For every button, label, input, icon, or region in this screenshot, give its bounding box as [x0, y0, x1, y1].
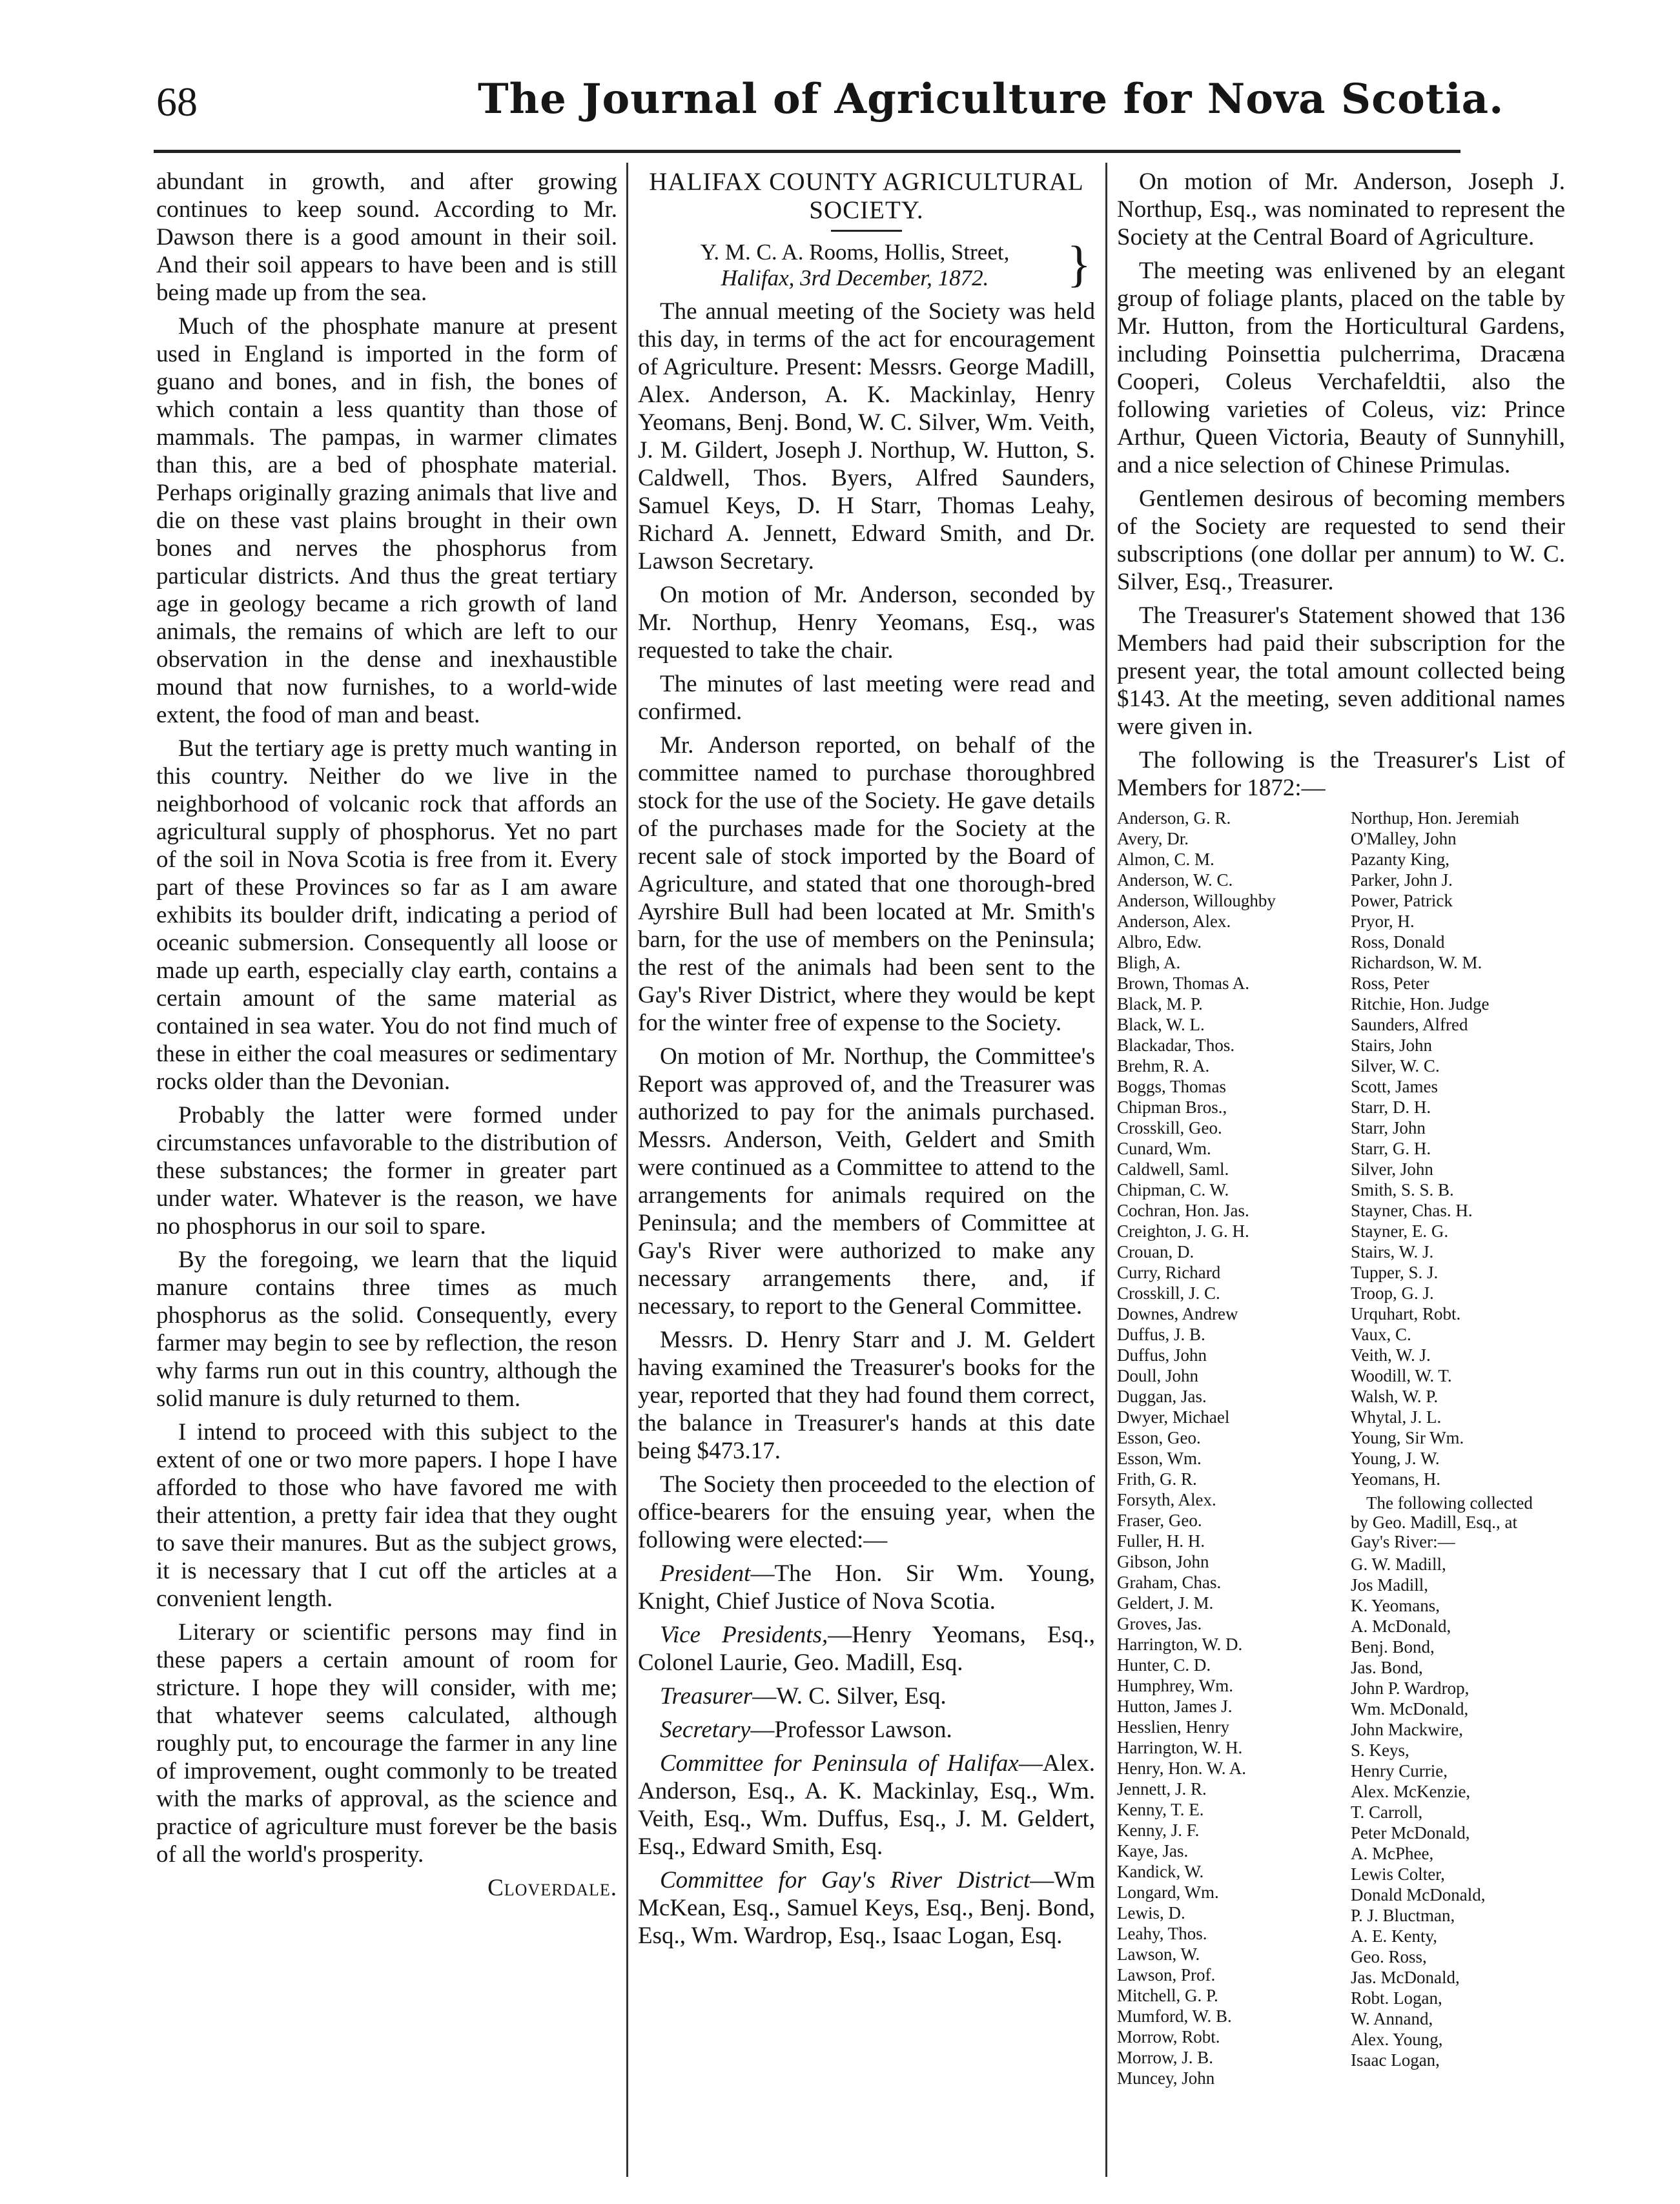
paragraph: Gentlemen desirous of becoming members of the Society are requested to send their subscriptions (one dollar per annum) to W. C. Silver, Esq., Treasurer.	[1117, 485, 1565, 595]
member-entry: Bligh, A.	[1117, 953, 1181, 972]
title-dash	[831, 230, 902, 232]
member-entry: Urquhart, Robt.	[1351, 1304, 1461, 1323]
dateline-date: Halifax, 3rd December, 1872.	[721, 265, 989, 291]
paragraph: The annual meeting of the Society was held this day, in terms of the act for encouragement of Agriculture. Present: Messrs. George Madill, Alex. Anderson, A. K. Mackinlay, Henry Yeomans, Benj. Bond, W. C. Silver, Wm. Veith, J. M. Gildert, Joseph J. Northup, W. Hutton, S. Caldwell, Thos. Byers, Alfred Saunders, Samuel Keys, D. H Starr, Thomas Leahy, Richard A. Jennett, Edward Smith, and Dr. Lawson Secretary.	[638, 298, 1095, 575]
member-entry: Anderson, G. R.	[1117, 808, 1231, 828]
member-entry: Harrington, W. D.	[1117, 1635, 1243, 1654]
member-entry: Jas. Bond,	[1351, 1658, 1423, 1677]
paragraph: But the tertiary age is pretty much wanting in this country. Neither do we live in the neighborhood of volcanic rock that affords an agricultural supply of phosphorus. Yet no part of the soil in Nova Scotia is free from it. Every part of these Provinces so far as I am aware exhibits its boulder drift, indicating a period of oceanic submersion. Consequently all loose or made up earth, especially clay earth, contains a certain amount of the same material as contained in sea water. You do not find much of these in either the coal measures or sedimentary rocks older than the Devonian.	[156, 735, 617, 1095]
member-entry: Creighton, J. G. H.	[1117, 1221, 1249, 1241]
member-entry: Longard, Wm.	[1117, 1883, 1219, 1902]
paragraph: The Treasurer's Statement showed that 136 Members had paid their subscription for the present year, the total amount collected being $143. At the meeting, seven additional names were given in.	[1117, 602, 1565, 740]
officer-text: —W. C. Silver, Esq.	[752, 1683, 947, 1709]
member-entry: Northup, Hon. Jeremiah	[1351, 808, 1519, 828]
members-list-right-a	[1351, 808, 1565, 1489]
paragraph: Much of the phosphate manure at present used in England is imported in the form of guano and bones, and in fish, the bones of which contain a less quantity than those of mammals. The pampas, in warmer climates than this, are a bed of phosphate material. Perhaps originally grazing animals that live and die on these vast plains brought in their own bones and nerves the phosphorus from particular districts. And thus the great tertiary age in geology became a rich growth of land animals, the remains of which are left to our observation in the dense and inexhaustible mound that now furnishes, to a world-wide extent, the food of man and beast.	[156, 313, 617, 728]
member-entry: Lewis, D.	[1117, 1903, 1185, 1923]
member-entry: Chipman Bros.,	[1117, 1097, 1227, 1117]
member-entry: Fuller, H. H.	[1117, 1531, 1205, 1551]
member-entry: Duffus, J. B.	[1117, 1325, 1205, 1344]
member-entry: Crouan, D.	[1117, 1242, 1194, 1261]
column-3-report-continued	[1117, 168, 1565, 2088]
member-entry: Starr, G. H.	[1351, 1139, 1431, 1158]
member-entry: Dwyer, Michael	[1117, 1407, 1230, 1427]
officer-text: —Alex. Anderson, Esq., A. K. Mackinlay, Esq., Wm. Veith, Esq., Wm. Duffus, Esq., J. M. Geldert, Esq., Edward Smith, Esq.	[638, 1750, 1095, 1860]
paragraph: By the foregoing, we learn that the liquid manure contains three times as much phosphorus as the solid. Consequently, every farmer may begin to see by reflection, the reson why farms run out in this country, although the solid manure is duly returned to them.	[156, 1247, 617, 1412]
member-entry: Anderson, Alex.	[1117, 912, 1231, 931]
member-entry: Ross, Donald	[1351, 932, 1445, 952]
member-entry: Doull, John	[1117, 1366, 1199, 1385]
note-line: by Geo. Madill, Esq., at	[1351, 1513, 1517, 1532]
member-entry: Richardson, W. M.	[1351, 953, 1482, 972]
member-entry: Curry, Richard	[1117, 1263, 1221, 1282]
member-entry: Boggs, Thomas	[1117, 1077, 1227, 1096]
members-list-left	[1117, 808, 1343, 2088]
officer-label: Committee for Peninsula of Halifax	[660, 1750, 1019, 1777]
member-entry: Gibson, John	[1117, 1552, 1209, 1571]
member-entry: Ross, Peter	[1351, 974, 1429, 993]
dateline	[638, 236, 1095, 292]
member-entry: Isaac Logan,	[1351, 2050, 1440, 2070]
member-entry: Blackadar, Thos.	[1117, 1036, 1235, 1055]
member-entry: Fraser, Geo.	[1117, 1511, 1202, 1530]
member-entry: Jas. McDonald,	[1351, 1968, 1460, 1987]
page-number: 68	[156, 79, 198, 125]
member-entry: Crosskill, J. C.	[1117, 1283, 1220, 1303]
brace-glyph: }	[1067, 236, 1091, 292]
member-entry: Starr, D. H.	[1351, 1097, 1431, 1117]
section-title-line: SOCIETY.	[809, 196, 924, 224]
dateline-place: Y. M. C. A. Rooms, Hollis, Street,	[700, 240, 1010, 265]
officer-label: Secretary	[660, 1717, 751, 1743]
member-entry: Albro, Edw.	[1117, 932, 1202, 952]
member-entry: Chipman, C. W.	[1117, 1180, 1229, 1199]
member-entry: O'Malley, John	[1351, 829, 1457, 848]
member-entry: Wm. McDonald,	[1351, 1699, 1469, 1719]
member-entry: Parker, John J.	[1351, 870, 1453, 890]
member-entry: A. McDonald,	[1351, 1617, 1451, 1636]
column-1-article	[156, 168, 617, 1908]
member-entry: Jennett, J. R.	[1117, 1779, 1207, 1799]
member-entry: Crosskill, Geo.	[1117, 1118, 1222, 1138]
members-list-right-b	[1351, 1554, 1565, 2070]
member-entry: Scott, James	[1351, 1077, 1438, 1096]
member-entry: Ritchie, Hon. Judge	[1351, 994, 1490, 1014]
officer-text: —Wm McKean, Esq., Samuel Keys, Esq., Benj. Bond, Esq., Wm. Wardrop, Esq., Isaac Logan, Esq.	[638, 1867, 1095, 1949]
member-entry: Power, Patrick	[1351, 891, 1453, 910]
member-entry: Geo. Ross,	[1351, 1947, 1427, 1966]
member-entry: Mitchell, G. P.	[1117, 1986, 1218, 2005]
member-entry: Muncey, John	[1117, 2068, 1215, 2088]
member-entry: Yeomans, H.	[1351, 1469, 1441, 1489]
paragraph: Probably the latter were formed under circumstances unfavorable to the distribution of these substances; the former in greater part under water. Whatever is the reason, we have no phosphorus in our soil to spare.	[156, 1102, 617, 1240]
member-entry: Pryor, H.	[1351, 912, 1415, 931]
member-entry: K. Yeomans,	[1351, 1596, 1440, 1615]
officer-entry	[638, 1750, 1095, 1861]
member-entry: Groves, Jas.	[1117, 1614, 1202, 1633]
member-entry: Stayner, E. G.	[1351, 1221, 1449, 1241]
member-entry: Henry, Hon. W. A.	[1117, 1759, 1246, 1778]
member-entry: Frith, G. R.	[1117, 1469, 1197, 1489]
member-entry: Morrow, J. B.	[1117, 2048, 1214, 2067]
column-2-society-report	[638, 168, 1095, 1955]
member-entry: Veith, W. J.	[1351, 1345, 1431, 1365]
member-entry: John P. Wardrop,	[1351, 1679, 1470, 1698]
member-entry: Silver, John	[1351, 1159, 1433, 1179]
officer-label: Vice Presidents,	[660, 1622, 828, 1648]
officer-entry	[638, 1682, 1095, 1710]
member-entry: Duffus, John	[1117, 1345, 1207, 1365]
paragraph: I intend to proceed with this subject to the extent of one or two more papers. I hope I have afforded to those who have favored me with their attention, a pretty fair idea that they ought to save their manures. But as the subject grows, it is necessary that I cut off the articles at a convenient length.	[156, 1419, 617, 1612]
officer-label: Committee for Gay's River District	[660, 1867, 1030, 1893]
officer-text: —Henry Yeomans, Esq., Colonel Laurie, Geo. Madill, Esq.	[638, 1622, 1095, 1676]
paragraph: The meeting was enlivened by an elegant group of foliage plants, placed on the table by Mr. Hutton, from the Horticultural Gardens, including Poinsettia pulcherrima, Dracæna Cooperi, Coleus Verchafeldtii, also the following varieties of Coleus, viz: Prince Arthur, Queen Victoria, Beauty of Sunnyhill, and a nice selection of Chinese Primulas.	[1117, 258, 1565, 478]
member-entry: Hutton, James J.	[1117, 1697, 1233, 1716]
member-entry: Jos Madill,	[1351, 1575, 1429, 1595]
paragraph: The following is the Treasurer's List of Members for 1872:—	[1117, 747, 1565, 801]
member-entry: Almon, C. M.	[1117, 850, 1214, 869]
member-entry: Henry Currie,	[1351, 1761, 1448, 1781]
member-entry: Brehm, R. A.	[1117, 1056, 1210, 1076]
member-entry: A. McPhee,	[1351, 1844, 1434, 1863]
column-divider	[1105, 163, 1107, 2177]
member-entry: Cochran, Hon. Jas.	[1117, 1201, 1249, 1220]
member-entry: Vaux, C.	[1351, 1325, 1411, 1344]
member-entry: Forsyth, Alex.	[1117, 1490, 1216, 1509]
journal-title: The Journal of Agriculture for Nova Scotia.	[478, 75, 1504, 123]
officer-entry	[638, 1560, 1095, 1615]
member-entry: Hunter, C. D.	[1117, 1655, 1211, 1675]
officer-text: —Professor Lawson.	[750, 1717, 952, 1743]
member-entry: W. Annand,	[1351, 2009, 1433, 2028]
member-entry: Graham, Chas.	[1117, 1573, 1222, 1592]
member-entry: Alex. Young,	[1351, 2030, 1443, 2049]
member-entry: Robt. Logan,	[1351, 1988, 1442, 2008]
note-line: Gay's River:—	[1351, 1532, 1455, 1551]
officer-entry	[638, 1621, 1095, 1677]
page-header	[0, 0, 1680, 129]
member-entry: Geldert, J. M.	[1117, 1593, 1214, 1613]
gays-river-note	[1351, 1493, 1565, 1551]
paragraph: abundant in growth, and after growing continues to keep sound. According to Mr. Dawson there is a good amount in their soil. And their soil appears to have been and is still being made up from the sea.	[156, 168, 617, 306]
member-entry: Smith, S. S. B.	[1351, 1180, 1454, 1199]
member-entry: Whytal, J. L.	[1351, 1407, 1442, 1427]
member-entry: Woodill, W. T.	[1351, 1366, 1452, 1385]
paragraph: The Society then proceeded to the election of office-bearers for the ensuing year, when the following were elected:—	[638, 1471, 1095, 1553]
member-entry: Cunard, Wm.	[1117, 1139, 1211, 1158]
officer-entry	[638, 1716, 1095, 1744]
member-entry: Anderson, Willoughby	[1117, 891, 1276, 910]
member-entry: Anderson, W. C.	[1117, 870, 1233, 890]
member-entry: Brown, Thomas A.	[1117, 974, 1250, 993]
officer-text: —The Hon. Sir Wm. Young, Knight, Chief Justice of Nova Scotia.	[638, 1560, 1095, 1615]
member-entry: Young, Sir Wm.	[1351, 1428, 1464, 1447]
member-entry: P. J. Bluctman,	[1351, 1906, 1455, 1925]
member-entry: Avery, Dr.	[1117, 829, 1189, 848]
member-entry: Benj. Bond,	[1351, 1637, 1435, 1657]
member-entry: Stairs, W. J.	[1351, 1242, 1434, 1261]
member-entry: Lawson, W.	[1117, 1944, 1200, 1964]
member-entry: Starr, John	[1351, 1118, 1426, 1138]
member-entry: Leahy, Thos.	[1117, 1924, 1207, 1943]
member-entry: T. Carroll,	[1351, 1802, 1423, 1822]
officer-label: Treasurer	[660, 1683, 753, 1709]
member-entry: S. Keys,	[1351, 1740, 1409, 1760]
member-entry: A. E. Kenty,	[1351, 1926, 1437, 1946]
member-entry: Stairs, John	[1351, 1036, 1433, 1055]
member-entry: Troop, G. J.	[1351, 1283, 1434, 1303]
officer-entry	[638, 1866, 1095, 1950]
member-entry: Kaye, Jas.	[1117, 1841, 1189, 1861]
member-entry: Mumford, W. B.	[1117, 2006, 1232, 2026]
member-entry: Harrington, W. H.	[1117, 1738, 1243, 1757]
member-entry: Tupper, S. J.	[1351, 1263, 1439, 1282]
member-entry: Esson, Wm.	[1117, 1449, 1202, 1468]
member-entry: Peter McDonald,	[1351, 1823, 1470, 1842]
member-entry: Lewis Colter,	[1351, 1864, 1445, 1884]
member-entry: Hesslien, Henry	[1117, 1717, 1229, 1737]
author-signature: Cloverdale.	[487, 1875, 617, 1901]
member-entry: John Mackwire,	[1351, 1720, 1463, 1739]
member-entry: G. W. Madill,	[1351, 1555, 1446, 1574]
member-entry: Black, M. P.	[1117, 994, 1203, 1014]
member-entry: Walsh, W. P.	[1351, 1387, 1439, 1406]
officer-label: President	[660, 1560, 751, 1587]
paragraph: Mr. Anderson reported, on behalf of the committee named to purchase thoroughbred stock for the use of the Society. He gave details of the purchases made for the Society at the recent sale of stock imported by the Board of Agriculture, and stated that one thorough-bred Ayrshire Bull had been located at Mr. Smith's barn, for the use of members on the Peninsula; the rest of the animals had been sent to the Gay's River District, where they would be kept for the winter free of expense to the Society.	[638, 732, 1095, 1036]
note-line: The following collected	[1366, 1493, 1533, 1513]
member-entry: Kenny, T. E.	[1117, 1800, 1204, 1819]
member-entry: Duggan, Jas.	[1117, 1387, 1207, 1406]
member-entry: Kenny, J. F.	[1117, 1821, 1200, 1840]
paragraph: The minutes of last meeting were read and confirmed.	[638, 671, 1095, 725]
member-entry: Morrow, Robt.	[1117, 2027, 1220, 2046]
header-rule	[154, 150, 1460, 153]
member-entry: Silver, W. C.	[1351, 1056, 1440, 1076]
member-entry: Esson, Geo.	[1117, 1428, 1201, 1447]
member-entry: Black, W. L.	[1117, 1015, 1205, 1034]
paragraph: Literary or scientific persons may find in these papers a certain amount of room for stricture. I hope they will consider, with me; that whatever seems calculated, although roughly put, to encourage the farmer in any line of improvement, ought commonly to be treated with the marks of approval, as the science and practice of agriculture must forever be the basis of all the world's prosperity.	[156, 1619, 617, 1868]
member-entry: Young, J. W.	[1351, 1449, 1440, 1468]
paragraph: On motion of Mr. Northup, the Committee's Report was approved of, and the Treasurer was authorized to pay for the animals purchased. Messrs. Anderson, Veith, Geldert and Smith were continued as a Committee to attend to the arrangements for animals required on the Peninsula; and the members of Committee at Gay's River were authorized to make any necessary arrangements there, and, if necessary, to report to the General Committee.	[638, 1043, 1095, 1320]
member-entry: Humphrey, Wm.	[1117, 1676, 1233, 1695]
member-entry: Alex. McKenzie,	[1351, 1782, 1471, 1801]
member-entry: Downes, Andrew	[1117, 1304, 1238, 1323]
column-divider	[626, 163, 628, 2177]
member-entry: Saunders, Alfred	[1351, 1015, 1468, 1034]
member-entry: Stayner, Chas. H.	[1351, 1201, 1473, 1220]
paragraph: On motion of Mr. Anderson, seconded by Mr. Northup, Henry Yeomans, Esq., was requested to take the chair.	[638, 582, 1095, 664]
section-title	[638, 168, 1095, 225]
member-entry: Donald McDonald,	[1351, 1885, 1486, 1904]
member-entry: Caldwell, Saml.	[1117, 1159, 1229, 1179]
member-entry: Pazanty King,	[1351, 850, 1450, 869]
member-entry: Kandick, W.	[1117, 1862, 1204, 1881]
section-title-line: HALIFAX COUNTY AGRICULTURAL	[649, 168, 1084, 196]
paragraph: Messrs. D. Henry Starr and J. M. Geldert having examined the Treasurer's books for the year, reported that they had found them correct, the balance in Treasurer's hands at this date being $473.17.	[638, 1327, 1095, 1464]
member-entry: Lawson, Prof.	[1117, 1965, 1216, 1985]
paragraph: On motion of Mr. Anderson, Joseph J. Northup, Esq., was nominated to represent the Society at the Central Board of Agriculture.	[1117, 168, 1565, 250]
members-list-right	[1351, 808, 1565, 2070]
